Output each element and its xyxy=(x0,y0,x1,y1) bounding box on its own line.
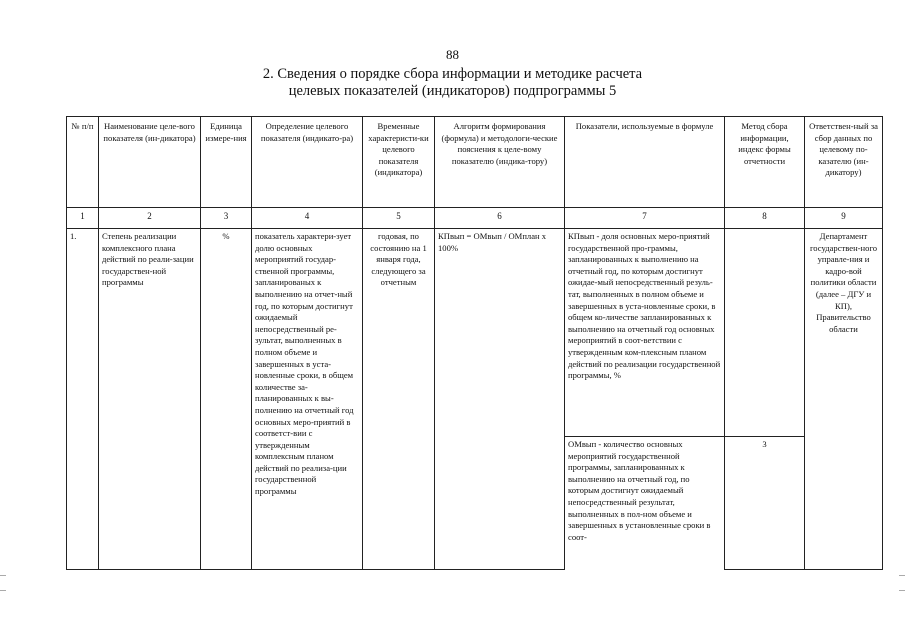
header-indicator-name: Наименование целе-вого показателя (ин-дикатора) xyxy=(99,117,201,208)
header-responsible: Ответствен-ный за сбор данных по целевому по-казателю (ин-дикатору) xyxy=(805,117,883,208)
column-number-row xyxy=(67,208,883,229)
page-edge-mark xyxy=(899,590,905,591)
indicators-table xyxy=(66,116,883,570)
column-number: 8 xyxy=(725,208,805,229)
table-header-row xyxy=(67,117,883,208)
collection-method-cell xyxy=(725,229,805,437)
page-edge-mark xyxy=(899,575,905,576)
column-number: 2 xyxy=(99,208,201,229)
column-number: 5 xyxy=(363,208,435,229)
section-title xyxy=(0,66,905,100)
page-edge-mark xyxy=(0,575,6,576)
header-collection-method: Метод сбора информации, индекс формы отчетности xyxy=(725,117,805,208)
column-number: 9 xyxy=(805,208,883,229)
indicator-description-cell: КПвып - доля основных меро-приятий государственной про-граммы, запланированных к выполнению на отчетный год, по которым достигнут ожидае-мый непосредственный резуль-тат, выполненных в полном объеме и завершенных в уста-новленные сроки, в общем ко-личестве запланированных к выполнению на отчетный год основных мероприятий в соот-ветствии с утвержденным ком-плексным планом действий по реализации государственной программы, % xyxy=(565,229,725,437)
header-timing: Временные характеристи-ки целевого показателя (индикатора) xyxy=(363,117,435,208)
indicator-description-cell: ОМвып - количество основных мероприятий государственной программы, запланированных к выполнению на отчетный год, по которым достигнут ожидаемый непосредственный результат, выполненных в пол-ном объеме и завершенных в установленные сроки в соот- xyxy=(565,437,725,570)
page-number: 88 xyxy=(446,47,459,62)
page-edge-mark xyxy=(0,590,6,591)
unit-cell: % xyxy=(201,229,252,570)
header-unit: Единица измере-ния xyxy=(201,117,252,208)
column-number: 1 xyxy=(67,208,99,229)
indicator-name-cell: Степень реализации комплексного плана действий по реали-зации государствен-ной программы xyxy=(99,229,201,570)
section-title-line-2: целевых показателей (индикаторов) подпрограммы 5 xyxy=(288,83,617,99)
collection-method-cell: 3 xyxy=(725,437,805,570)
header-formula: Алгоритм формирования (формула) и методологи-ческие пояснения к целе-вому показателю (индика-тору) xyxy=(435,117,565,208)
header-number: № п/п xyxy=(67,117,99,208)
header-definition: Определение целевого показателя (индикато-ра) xyxy=(252,117,363,208)
section-title-line-1: 2. Сведения о порядке сбора информации и методике расчета xyxy=(262,66,643,82)
formula-cell: КПвып = ОМвып / ОМплан х 100% xyxy=(435,229,565,570)
header-indicators-used: Показатели, используемые в формуле xyxy=(565,117,725,208)
responsible-cell: Департамент государствен-ного управле-ния и кадро-вой политики области (далее – ДГУ и КП), Правительство области xyxy=(805,229,883,570)
table-row xyxy=(67,229,883,437)
column-number: 3 xyxy=(201,208,252,229)
column-number: 6 xyxy=(435,208,565,229)
column-number: 4 xyxy=(252,208,363,229)
column-number: 7 xyxy=(565,208,725,229)
timing-cell: годовая, по состоянию на 1 января года, следующего за отчетным xyxy=(363,229,435,570)
definition-cell: показатель характери-зует долю основных мероприятий государ-ственной программы, запланированых к выполнению на отчет-ный год, по которым достигнут ожидаемый непосредственный ре-зультат, выполненных в полном объеме и завершенных в уста-новленные сроки, в общем количестве за-планированных к вы-полнению на отчетный год основных меро-приятий в соответст-вии с утвержденным комплексным планом действий по реализа-ции государственной программы xyxy=(252,229,363,570)
row-number: 1. xyxy=(67,229,99,570)
